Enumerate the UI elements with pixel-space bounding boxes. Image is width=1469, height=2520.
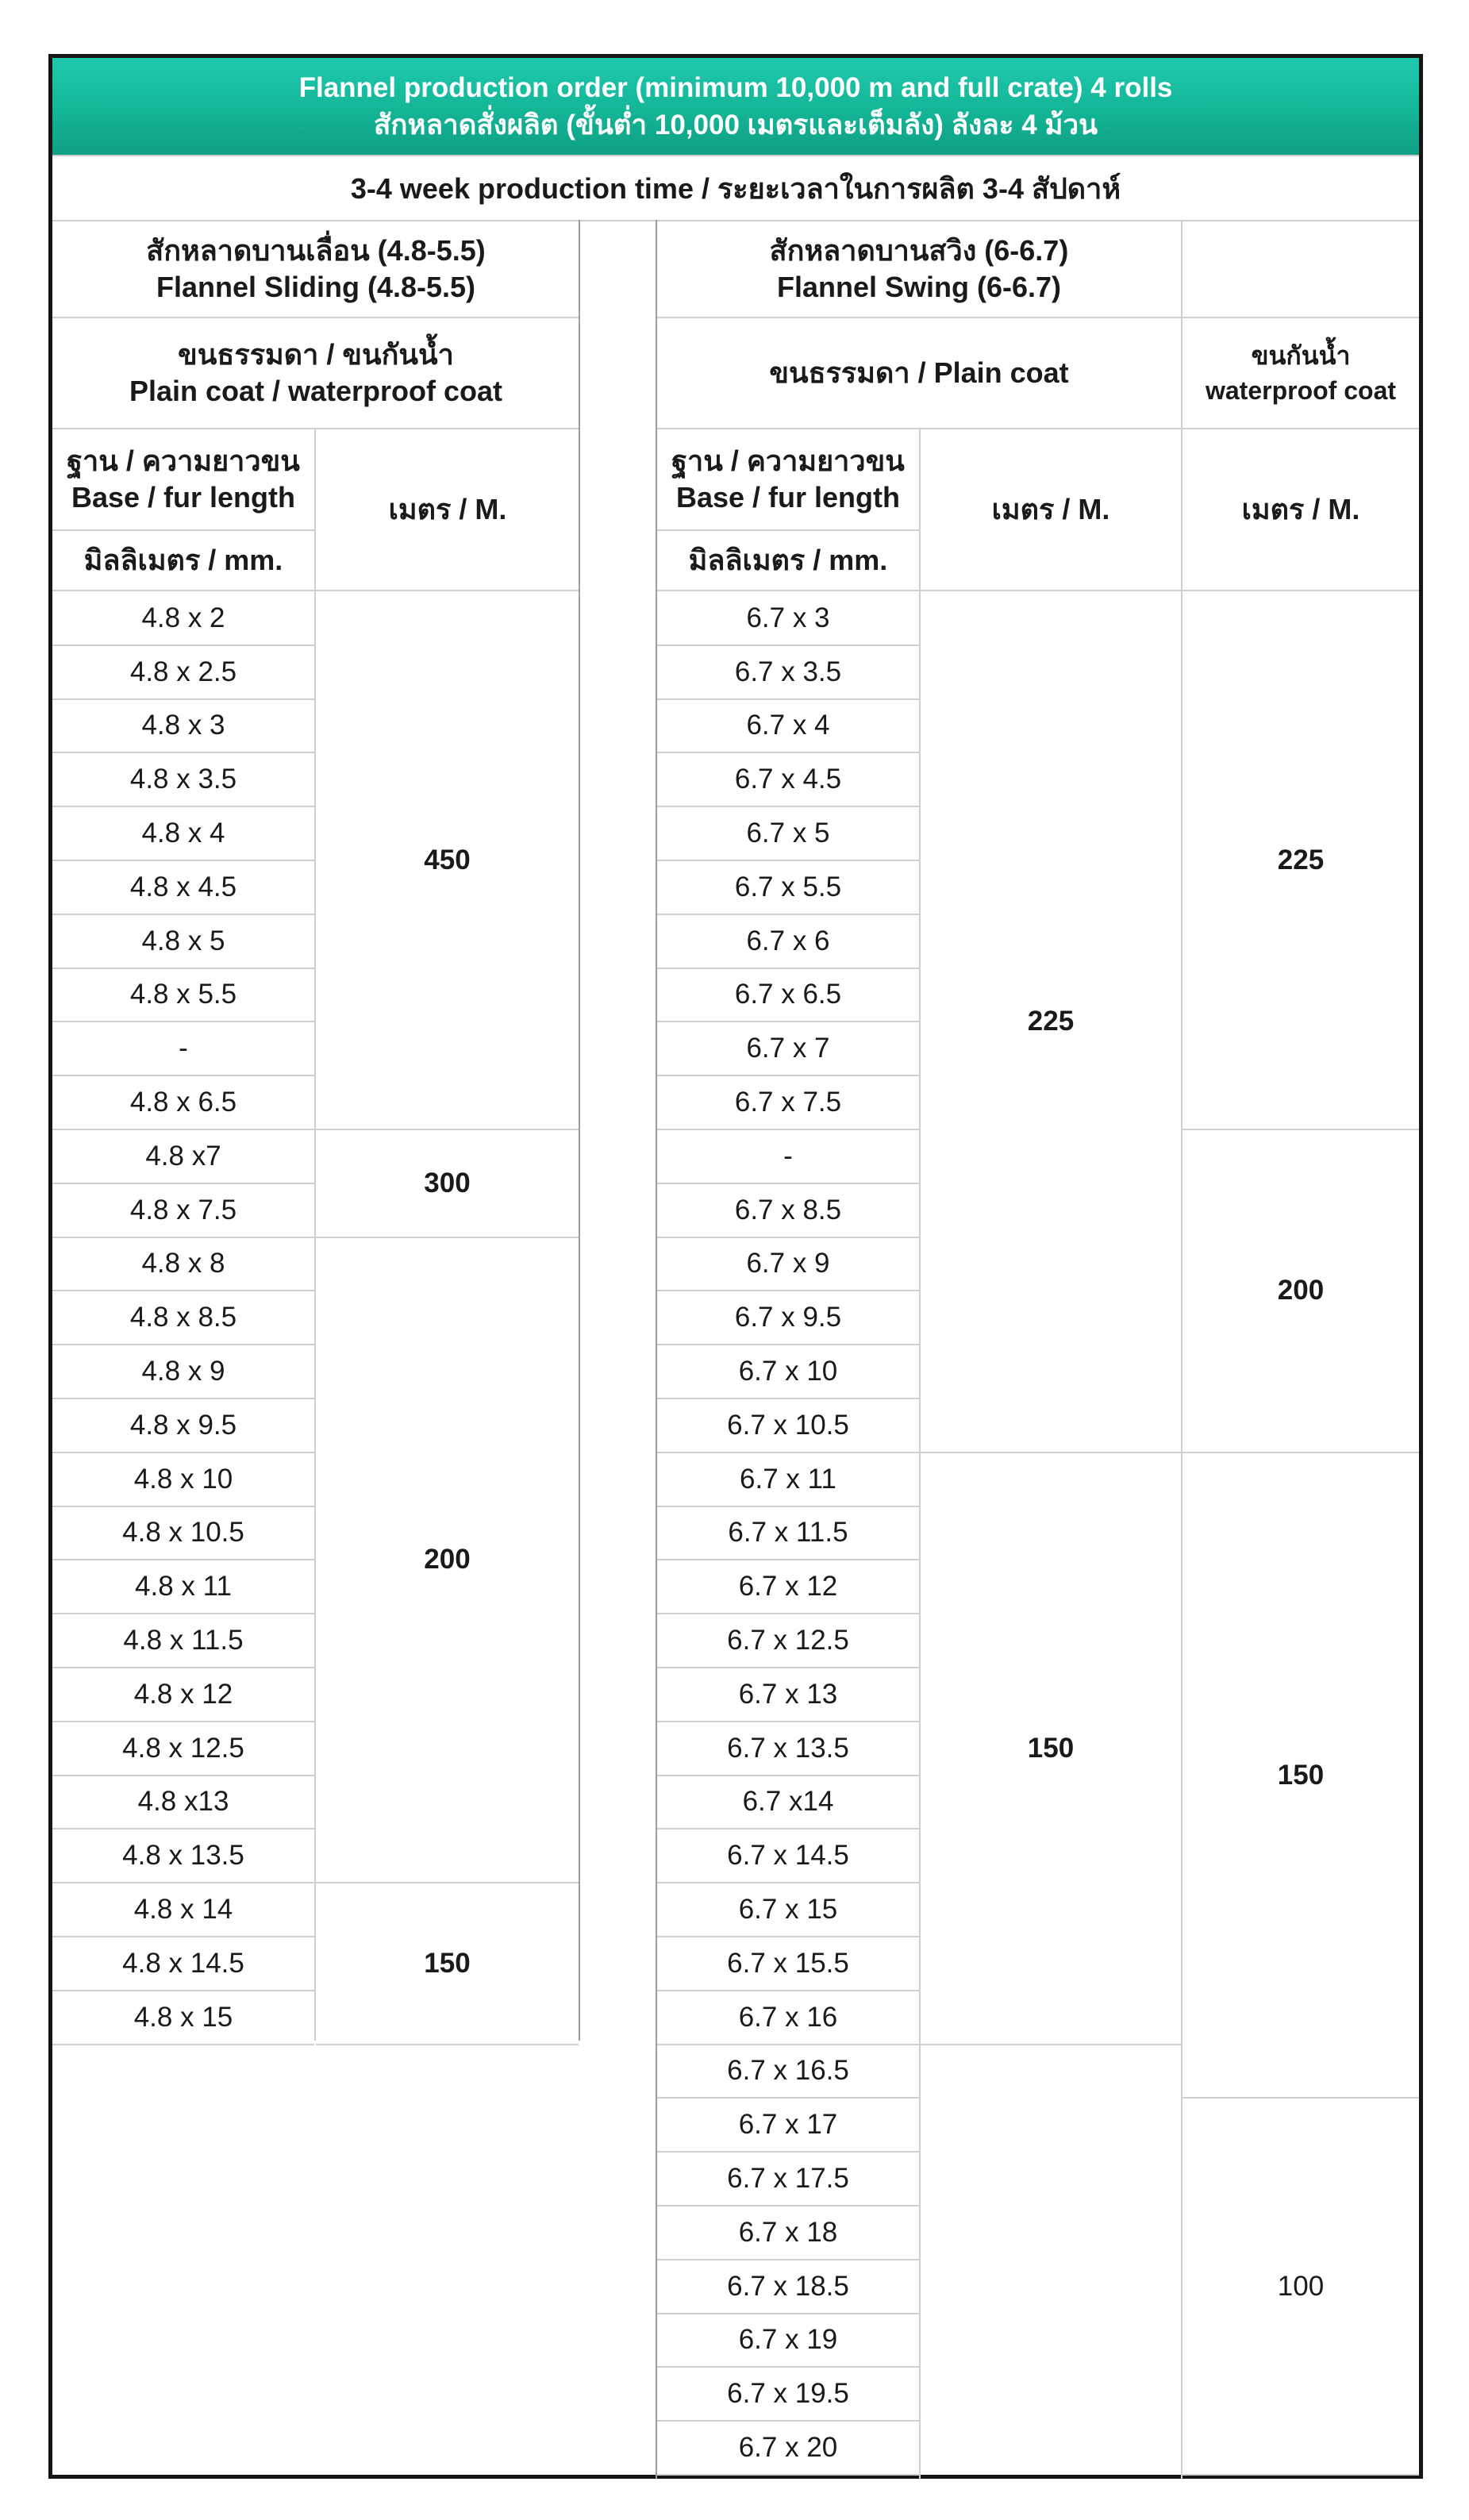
swing-size-cell: 6.7 x 17 <box>738 2109 838 2141</box>
swing-size-cell: 6.7 x 20 <box>738 2432 838 2464</box>
swing-waterproof-meters-cell: 225 <box>1277 844 1325 875</box>
sliding-meters-header: เมตร / M. <box>388 493 507 525</box>
swing-size-cell: 6.7 x 10 <box>738 1356 838 1387</box>
sliding-size-cell: 4.8 x 12.5 <box>122 1732 244 1764</box>
swing-size-cell: 6.7 x 6 <box>746 925 830 956</box>
sliding-size-cell: 4.8 x 3 <box>141 710 225 741</box>
sliding-base-header <box>52 429 314 529</box>
swing-waterproof-meters-cell: 150 <box>1277 1759 1325 1791</box>
swing-waterproof-en: waterproof coat <box>1205 376 1397 405</box>
swing-size-cell: 6.7 x 7 <box>746 1033 830 1064</box>
sliding-size-cell: 4.8 x 14 <box>133 1894 233 1926</box>
swing-waterproof-th: ขนกันน้ำ <box>1251 341 1351 370</box>
swing-size-cell: - <box>783 1140 793 1172</box>
swing-size-cell: 6.7 x 13 <box>738 1678 838 1710</box>
sliding-size-cell: - <box>179 1033 188 1064</box>
sliding-size-cell: 4.8 x 8 <box>141 1248 225 1279</box>
sliding-size-cell: 4.8 x7 <box>145 1140 221 1172</box>
sliding-name-th: สักหลาดบานเลื่อน (4.8-5.5) <box>146 234 486 267</box>
swing-size-cell: 6.7 x 18.5 <box>727 2270 849 2302</box>
swing-size-cell: 6.7 x 5.5 <box>734 871 842 902</box>
swing-plain-meters-cell: 150 <box>1027 1732 1075 1764</box>
swing-size-cell: 6.7 x 19 <box>738 2324 838 2356</box>
swing-size-cell: 6.7 x 11 <box>740 1463 836 1495</box>
sliding-name-en: Flannel Sliding (4.8-5.5) <box>156 271 476 303</box>
title-en: Flannel production order (minimum 10,000 m and full crate) 4 rolls <box>298 72 1173 103</box>
sliding-size-cell: 4.8 x 15 <box>133 2001 233 2033</box>
sliding-meters-cell: 450 <box>424 844 471 875</box>
swing-size-cell: 6.7 x 16.5 <box>727 2055 849 2087</box>
sliding-size-cell: 4.8 x 6.5 <box>129 1087 237 1118</box>
swing-size-cell: 6.7 x 3.5 <box>734 656 842 687</box>
swing-waterproof-header <box>1183 318 1419 428</box>
swing-size-cell: 6.7 x 11.5 <box>728 1517 848 1549</box>
swing-size-cell: 6.7 x 4 <box>746 710 830 741</box>
sliding-coat-header <box>52 318 579 428</box>
sliding-size-cell: 4.8 x 5 <box>141 925 225 956</box>
swing-base-en: Base / fur length <box>675 481 901 514</box>
sliding-base-en: Base / fur length <box>71 481 296 514</box>
sliding-size-cell: 4.8 x 13.5 <box>122 1840 244 1872</box>
sliding-size-cell: 4.8 x 2.5 <box>129 656 237 687</box>
swing-size-cell: 6.7 x 5 <box>746 818 830 849</box>
swing-size-cell: 6.7 x 17.5 <box>727 2163 849 2195</box>
sliding-size-cell: 4.8 x 2 <box>141 602 225 633</box>
swing-size-cell: 6.7 x 3 <box>746 602 830 633</box>
sliding-size-cell: 4.8 x 10.5 <box>122 1517 244 1549</box>
sliding-size-cell: 4.8 x 5.5 <box>129 979 237 1010</box>
swing-mm-header: มิลลิเมตร / mm. <box>688 544 888 576</box>
swing-size-cell: 6.7 x 7.5 <box>734 1087 842 1118</box>
swing-plain-meters-cell: 225 <box>1027 1006 1075 1037</box>
swing-size-cell: 6.7 x 10.5 <box>727 1409 849 1441</box>
swing-size-cell: 6.7 x 6.5 <box>734 979 842 1010</box>
swing-base-header <box>657 429 919 529</box>
title-th: สักหลาดสั่งผลิต (ขั้นต่ำ 10,000 เมตรและเต็มลัง) ลังละ 4 ม้วน <box>373 110 1098 140</box>
sliding-meters-cell: 300 <box>424 1167 471 1198</box>
sliding-coat-en: Plain coat / waterproof coat <box>129 375 503 407</box>
sliding-header <box>52 221 579 317</box>
sliding-size-cell: 4.8 x 4.5 <box>129 871 237 902</box>
swing-name-th: สักหลาดบานสวิง (6-6.7) <box>769 234 1069 267</box>
sliding-size-cell: 4.8 x13 <box>137 1786 229 1818</box>
sliding-size-cell: 4.8 x 9.5 <box>129 1409 237 1441</box>
sliding-size-cell: 4.8 x 8.5 <box>129 1302 237 1333</box>
swing-header <box>657 221 1181 317</box>
swing-size-cell: 6.7 x 16 <box>738 2001 838 2033</box>
swing-size-cell: 6.7 x 15 <box>738 1894 838 1926</box>
production-time: 3-4 week production time / ระยะเวลาในการผลิต 3-4 สัปดาห์ <box>350 171 1121 205</box>
sliding-mm-header: มิลลิเมตร / mm. <box>83 544 283 576</box>
swing-size-cell: 6.7 x 8.5 <box>734 1194 842 1225</box>
swing-size-cell: 6.7 x 12 <box>738 1571 838 1602</box>
swing-size-cell: 6.7 x14 <box>742 1786 834 1818</box>
swing-size-cell: 6.7 x 15.5 <box>727 1947 849 1979</box>
sliding-size-cell: 4.8 x 11.5 <box>123 1625 244 1656</box>
title-banner <box>52 58 1419 155</box>
swing-waterproof-meters-cell: 200 <box>1277 1275 1325 1306</box>
swing-plain-meters-header: เมตร / M. <box>991 493 1110 525</box>
swing-size-cell: 6.7 x 9.5 <box>734 1302 842 1333</box>
sliding-meters-cell: 150 <box>424 1947 471 1979</box>
swing-plain-coat-header: ขนธรรมดา / Plain coat <box>769 356 1069 389</box>
swing-size-cell: 6.7 x 9 <box>746 1248 830 1279</box>
swing-size-cell: 6.7 x 14.5 <box>727 1840 849 1872</box>
swing-size-cell: 6.7 x 4.5 <box>734 764 842 795</box>
swing-size-cell: 6.7 x 19.5 <box>727 2378 849 2410</box>
swing-size-cell: 6.7 x 12.5 <box>727 1625 849 1656</box>
sliding-base-th: ฐาน / ความยาวขน <box>67 444 300 477</box>
sliding-size-cell: 4.8 x 7.5 <box>129 1194 237 1225</box>
sliding-size-cell: 4.8 x 10 <box>133 1463 233 1495</box>
swing-base-th: ฐาน / ความยาวขน <box>671 444 905 477</box>
sliding-size-cell: 4.8 x 9 <box>141 1356 225 1387</box>
sliding-size-cell: 4.8 x 14.5 <box>122 1947 244 1979</box>
sliding-meters-cell: 200 <box>424 1544 471 1575</box>
swing-name-en: Flannel Swing (6-6.7) <box>776 271 1062 303</box>
sliding-size-cell: 4.8 x 12 <box>133 1678 233 1710</box>
sliding-size-cell: 4.8 x 3.5 <box>129 764 237 795</box>
swing-size-cell: 6.7 x 13.5 <box>727 1732 849 1764</box>
swing-size-cell: 6.7 x 18 <box>738 2216 838 2248</box>
swing-waterproof-meters-header: เมตร / M. <box>1241 493 1360 525</box>
sliding-size-cell: 4.8 x 4 <box>141 818 225 849</box>
sliding-size-cell: 4.8 x 11 <box>135 1571 232 1602</box>
swing-waterproof-meters-cell: 100 <box>1277 2270 1325 2302</box>
sliding-coat-th: ขนธรรมดา / ขนกันน้ำ <box>178 338 454 371</box>
